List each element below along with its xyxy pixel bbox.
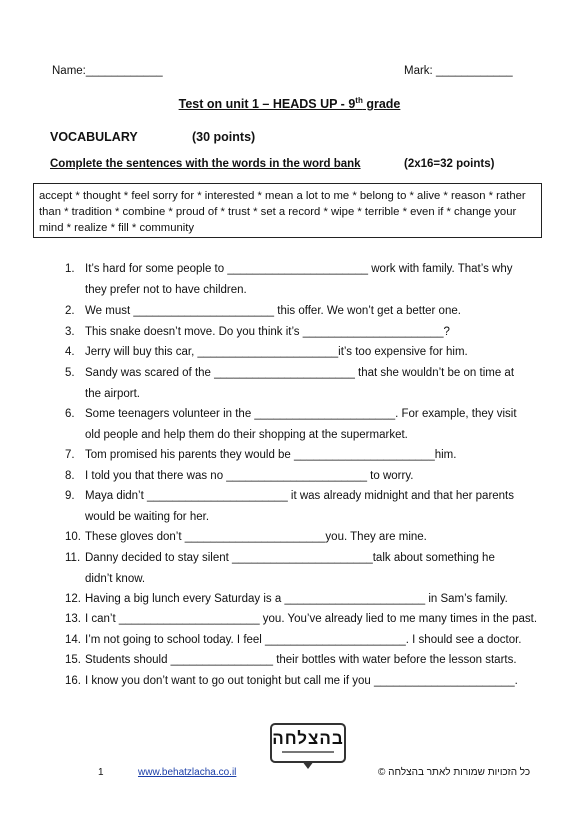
- title-superscript: th: [355, 96, 363, 105]
- question-number: 5.: [65, 367, 75, 379]
- question-number: 6.: [65, 408, 75, 420]
- question-number: 8.: [65, 470, 75, 482]
- copyright-notice: כל הזכויות שמורות לאתר בהצלחה ©: [378, 767, 531, 778]
- question-text: Having a big lunch every Saturday is a ______________________ in Sam’s family.: [85, 593, 508, 605]
- section-heading: VOCABULARY: [50, 130, 138, 144]
- question-number: 13.: [65, 613, 81, 625]
- page-title: [0, 96, 579, 111]
- question-text: I’m not going to school today. I feel ______________________. I should see a doctor.: [85, 634, 522, 646]
- question-number: 7.: [65, 449, 75, 461]
- question-number: 14.: [65, 634, 81, 646]
- question-text: I can’t ______________________ you. You’ve already lied to me many times in the past.: [85, 613, 538, 625]
- mark-field-label: Mark: ____________: [404, 65, 513, 77]
- speech-bubble-logo-icon: [270, 723, 346, 763]
- name-field-label: Name:____________: [52, 65, 163, 77]
- question-number: 15.: [65, 654, 81, 666]
- section-points: (30 points): [192, 130, 256, 144]
- question-number: 11.: [65, 552, 81, 564]
- question-text: These gloves don’t ______________________you. They are mine.: [85, 531, 427, 543]
- question-text-cont: would be waiting for her.: [85, 511, 210, 523]
- logo-underline: [282, 751, 334, 753]
- logo-text: בהצלחה: [272, 729, 344, 748]
- question-text: Jerry will buy this car, ______________________it’s too expensive for him.: [85, 346, 468, 358]
- title-end: grade: [362, 97, 401, 112]
- page-number: 1: [98, 767, 104, 778]
- question-text: It’s hard for some people to ______________________ work with family. That’s why: [85, 263, 513, 275]
- question-number: 2.: [65, 305, 75, 317]
- question-number: 1.: [65, 263, 75, 275]
- question-number: 4.: [65, 346, 75, 358]
- title-main: Test on unit 1 – HEADS UP - 9: [178, 97, 356, 112]
- question-text: Maya didn’t ______________________ it was already midnight and that her parents: [85, 490, 515, 502]
- question-text: Sandy was scared of the ______________________ that she wouldn’t be on time at: [85, 367, 515, 379]
- question-number: 9.: [65, 490, 75, 502]
- instruction-points: (2x16=32 points): [404, 158, 495, 170]
- website-link[interactable]: www.behatzlacha.co.il: [138, 767, 237, 778]
- question-text: This snake doesn’t move. Do you think it’s ______________________?: [85, 326, 450, 338]
- question-number: 16.: [65, 675, 81, 687]
- question-text-cont: old people and help them do their shopping at the supermarket.: [85, 429, 408, 441]
- question-text: I told you that there was no ______________________ to worry.: [85, 470, 414, 482]
- question-text-cont: didn’t know.: [85, 573, 146, 585]
- question-number: 3.: [65, 326, 75, 338]
- question-text: Danny decided to stay silent ______________________talk about something he: [85, 552, 495, 564]
- question-number: 12.: [65, 593, 81, 605]
- question-text: Some teenagers volunteer in the ______________________. For example, they visit: [85, 408, 517, 420]
- question-text-cont: the airport.: [85, 388, 140, 400]
- question-text: Students should ________________ their bottles with water before the lesson starts.: [85, 654, 517, 666]
- question-text: I know you don’t want to go out tonight but call me if you ______________________.: [85, 675, 518, 687]
- question-text-cont: they prefer not to have children.: [85, 284, 247, 296]
- question-number: 10.: [65, 531, 81, 543]
- word-bank: accept * thought * feel sorry for * interested * mean a lot to me * belong to * alive * reason * rather than * tradition * combine * proud of * trust * set a record * wipe * terrible * even if * change your mind * realize * fill * community: [33, 183, 542, 238]
- question-text: We must ______________________ this offer. We won’t get a better one.: [85, 305, 461, 317]
- instruction: Complete the sentences with the words in the word bank: [50, 158, 361, 170]
- speech-bubble-tail-icon: [302, 761, 314, 769]
- question-text: Tom promised his parents they would be ______________________him.: [85, 449, 457, 461]
